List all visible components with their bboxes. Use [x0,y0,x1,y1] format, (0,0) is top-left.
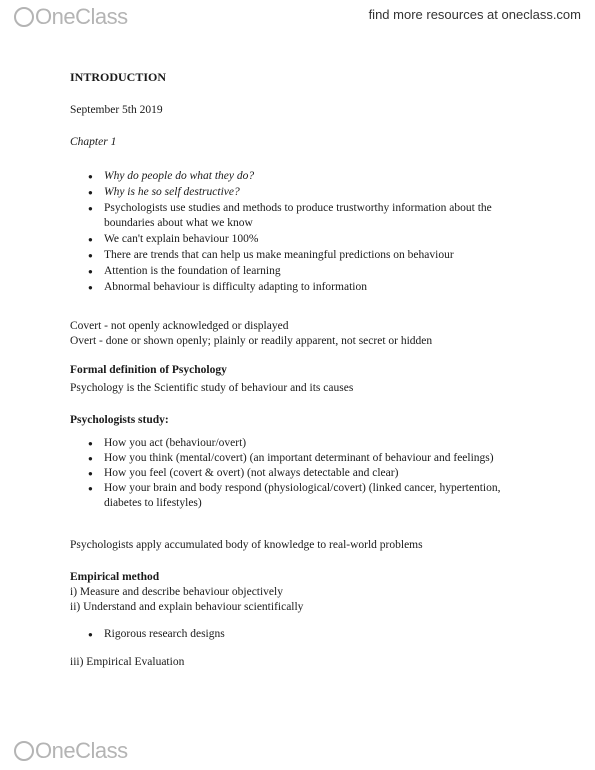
psychologists-study-heading: Psychologists study: [70,414,169,426]
empirical-step-3: iii) Empirical Evaluation [70,656,185,668]
list-item: ● Why do people do what they do? [104,169,540,184]
list-item: ● Why is he so self destructive? [104,185,540,200]
list-item: ● Abnormal behaviour is difficulty adapting to information [104,280,540,295]
list-item: ● How you think (mental/covert) (an important determinant of behaviour and feelings) [104,451,540,466]
empirical-step-1: i) Measure and describe behaviour objectively [70,586,283,598]
list-item: ● Psychologists use studies and methods to produce trustworthy information about the boundaries about what we know [104,201,540,231]
list-item: ● How you feel (covert & overt) (not always detectable and clear) [104,466,540,481]
formal-definition-text: Psychology is the Scientific study of behaviour and its causes [70,382,354,394]
document-body [70,70,540,670]
logo-o-icon [14,7,34,27]
list-item: ● How you act (behaviour/overt) [104,436,540,451]
logo-text: OneClass [35,4,128,29]
study-bullet-list [70,436,540,511]
empirical-step-2: ii) Understand and explain behaviour scientifically [70,601,304,613]
logo-o-icon [14,741,34,761]
oneclass-footer-logo[interactable] [14,738,128,764]
empirical-bullet-list [70,627,540,642]
oneclass-logo[interactable] [14,4,128,30]
overt-definition: Overt - done or shown openly; plainly or readily apparent, not secret or hidden [70,335,433,347]
list-item: ● Attention is the foundation of learning [104,264,540,279]
date-text: September 5th 2019 [70,104,163,116]
page-title: INTRODUCTION [70,70,167,84]
resources-link[interactable]: find more resources at oneclass.com [368,7,581,22]
apply-text: Psychologists apply accumulated body of knowledge to real-world problems [70,539,423,551]
covert-definition: Covert - not openly acknowledged or displayed [70,320,289,332]
formal-definition-heading: Formal definition of Psychology [70,364,227,376]
empirical-method-heading: Empirical method [70,571,160,583]
list-item: ● We can't explain behaviour 100% [104,232,540,247]
intro-bullet-list [70,169,540,295]
list-item: ● How your brain and body respond (physiological/covert) (linked cancer, hypertention, diabetes to lifestyles) [104,481,540,511]
logo-text: OneClass [35,738,128,763]
list-item: ● Rigorous research designs [104,627,540,642]
list-item: ● There are trends that can help us make meaningful predictions on behaviour [104,248,540,263]
chapter-label: Chapter 1 [70,136,117,148]
